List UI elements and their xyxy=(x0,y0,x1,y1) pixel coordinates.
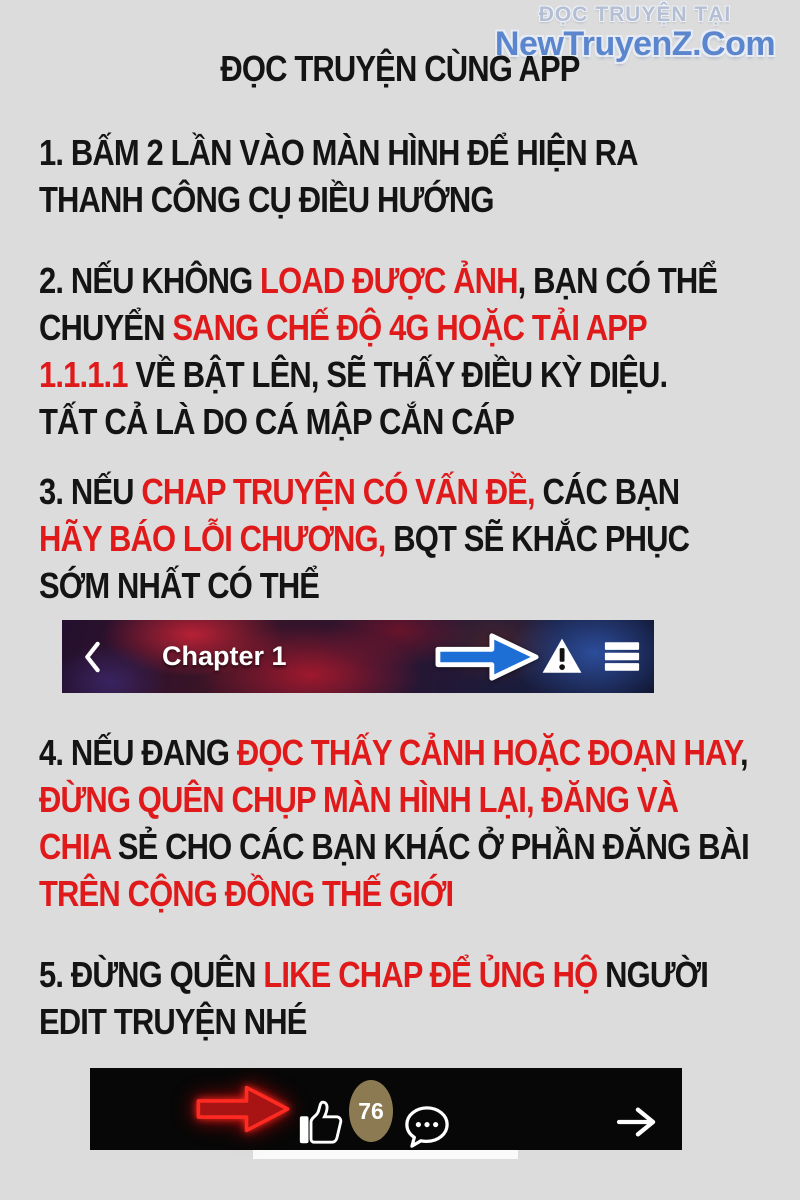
text-line: EDIT TRUYỆN NHÉ xyxy=(39,1001,307,1042)
text-line: 1.1.1.1 VỀ BẬT LÊN, SẼ THẤY ĐIỀU KỲ DIỆU. xyxy=(39,354,668,395)
next-chapter-arrow-icon[interactable] xyxy=(616,1105,658,1139)
chapter-list-icon[interactable] xyxy=(603,640,641,673)
instruction-4 xyxy=(39,729,749,917)
like-count: 76 xyxy=(358,1097,384,1124)
text-line: CHUYỂN SANG CHẾ ĐỘ 4G HOẶC TẢI APP xyxy=(39,307,647,348)
like-count-badge xyxy=(349,1080,393,1142)
chapter-title: Chapter 1 xyxy=(162,641,287,671)
text-line: TẤT CẢ LÀ DO CÁ MẬP CẮN CÁP xyxy=(39,401,515,442)
instruction-5 xyxy=(39,951,708,1045)
text-line: 2. NẾU KHÔNG LOAD ĐƯỢC ẢNH, BẠN CÓ THỂ xyxy=(39,260,718,301)
reader-action-bar-screenshot xyxy=(90,1068,682,1150)
text-line: CHIA SẺ CHO CÁC BẠN KHÁC Ở PHẦN ĐĂNG BÀI xyxy=(39,826,749,867)
red-arrow-callout-icon xyxy=(193,1079,293,1139)
watermark-tagline: ĐỌC TRUYỆN TẠI xyxy=(538,3,732,26)
text-line: ĐỪNG QUÊN CHỤP MÀN HÌNH LẠI, ĐĂNG VÀ xyxy=(39,779,679,820)
text-line: THANH CÔNG CỤ ĐIỀU HƯỚNG xyxy=(39,179,494,220)
text-line: 3. NẾU CHAP TRUYỆN CÓ VẤN ĐỀ, CÁC BẠN xyxy=(39,471,680,512)
chapter-nav-screenshot xyxy=(62,620,654,693)
blue-arrow-callout-icon xyxy=(433,631,543,683)
instruction-1 xyxy=(39,129,638,223)
text-line: HÃY BÁO LỖI CHƯƠNG, BQT SẼ KHẮC PHỤC xyxy=(39,518,690,559)
text-line: 4. NẾU ĐANG ĐỌC THẤY CẢNH HOẶC ĐOẠN HAY, xyxy=(39,732,748,773)
text-line: 5. ĐỪNG QUÊN LIKE CHAP ĐỂ ỦNG HỘ NGƯỜI xyxy=(39,954,708,995)
report-warning-icon[interactable] xyxy=(541,637,583,675)
back-chevron-icon[interactable] xyxy=(82,641,102,673)
instruction-2 xyxy=(39,257,717,445)
page-title: ĐỌC TRUYỆN CÙNG APP xyxy=(220,48,580,89)
watermark-site-name: NewTruyenZ.Com xyxy=(494,25,776,63)
comment-bubble-icon[interactable] xyxy=(402,1104,452,1150)
text-line: SỚM NHẤT CÓ THỂ xyxy=(39,565,320,606)
like-thumbs-up-icon[interactable] xyxy=(296,1098,346,1148)
text-line: TRÊN CỘNG ĐỒNG THẾ GIỚI xyxy=(39,873,454,914)
text-line: 1. BẤM 2 LẦN VÀO MÀN HÌNH ĐỂ HIỆN RA xyxy=(39,132,638,173)
instruction-3 xyxy=(39,468,689,609)
